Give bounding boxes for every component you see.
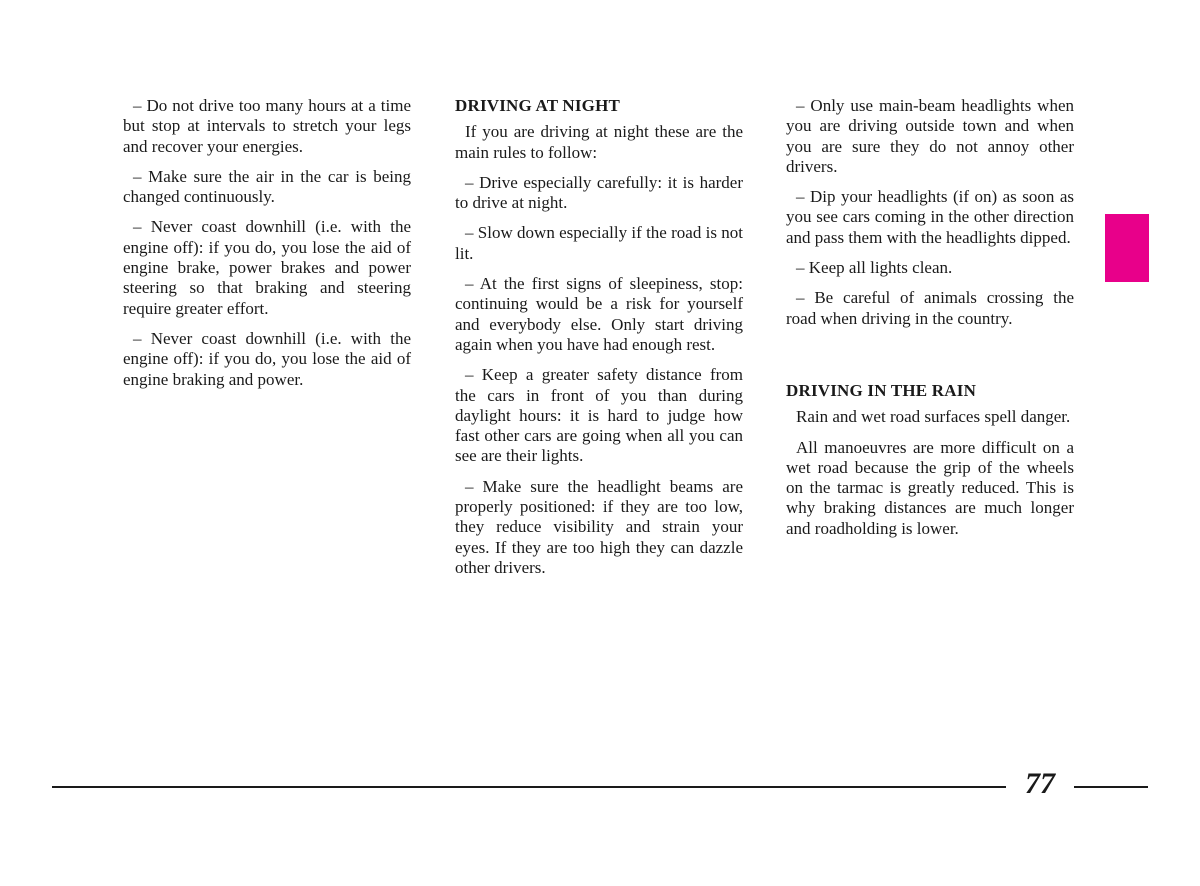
footer-rule-left (52, 786, 1006, 788)
section-spacer (786, 339, 1074, 381)
paragraph: – Dip your headlights (if on) as soon as you see cars coming in the other direction and pass them with the headlights dipped. (786, 187, 1074, 247)
paragraph: Rain and wet road surfaces spell danger. (796, 407, 1071, 427)
text-column-1 (123, 96, 411, 400)
paragraph: – Only use main-beam headlights when you are driving outside town and when you are sure they do not annoy other drivers. (786, 96, 1074, 176)
paragraph: All manoeuvres are more difficult on a wet road because the grip of the wheels on the tarmac is greatly reduced. This is why braking distances are much longer and roadholding is lower. (786, 437, 1074, 538)
footer-rule-right (1074, 786, 1148, 788)
paragraph: – Keep a greater safety distance from the cars in front of you than during daylight hours: it is hard to judge how fast other cars are going when all you can see are their lights. (455, 365, 743, 466)
paragraph: – Do not drive too many hours at a time but stop at intervals to stretch your legs and recover your energies. (123, 96, 411, 156)
paragraph: – Never coast downhill (i.e. with the engine off): if you do, you lose the aid of engine brake, power brakes and power steering so that braking and steering require greater effort. (123, 217, 411, 318)
paragraph: – Make sure the air in the car is being changed continuously. (123, 166, 411, 207)
paragraph: – Never coast downhill (i.e. with the engine off): if you do, you lose the aid of engine braking and power. (123, 328, 411, 389)
paragraph: – Slow down especially if the road is not lit. (455, 223, 743, 263)
page-number: 77 (1025, 767, 1055, 800)
paragraph: – Be careful of animals crossing the road when driving in the country. (786, 288, 1074, 328)
text-column-3 (786, 96, 1074, 549)
paragraph: If you are driving at night these are the main rules to follow: (455, 122, 743, 162)
paragraph: – At the first signs of sleepiness, stop: continuing would be a risk for yourself and everybody else. Only start driving again when you have had enough rest. (455, 274, 743, 354)
section-tab-marker (1105, 214, 1149, 282)
text-column-2 (455, 96, 743, 588)
paragraph: – Make sure the headlight beams are properly positioned: if they are too low, they reduce visibility and strain your eyes. If they are too high they can dazzle other drivers. (455, 476, 743, 577)
paragraph: – Keep all lights clean. (796, 258, 953, 278)
section-heading-driving-at-night: DRIVING AT NIGHT (455, 96, 621, 115)
paragraph: – Drive especially carefully: it is harder to drive at night. (455, 172, 743, 213)
section-heading-driving-in-the-rain: DRIVING IN THE RAIN (786, 380, 977, 400)
